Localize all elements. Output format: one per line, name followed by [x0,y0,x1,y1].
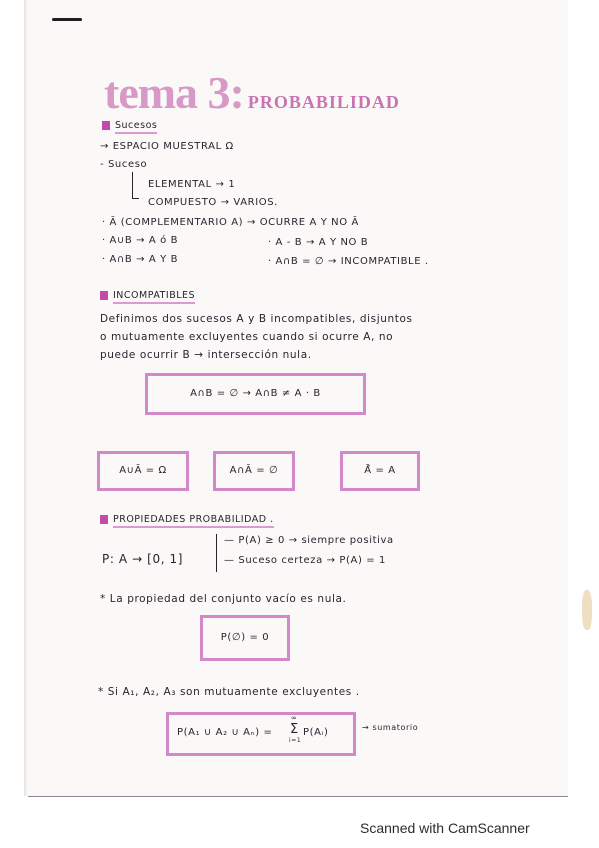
heading-propiedades: PROPIEDADES PROBABILIDAD . [113,515,274,528]
title-main: tema 3: [104,67,244,118]
formula-union: A∪Ā = Ω [119,465,167,476]
sum-note: → sumatorio [362,723,419,732]
formula-double-complement: Ā̄ = A [364,465,396,476]
line-incompatible: · A∩B = ∅ → INCOMPATIBLE . [268,256,429,267]
heading-sucesos: Sucesos [115,121,157,134]
section-bullet [100,291,108,300]
section-bullet [100,515,108,524]
line-union: · A∪B → A ó B [102,235,179,246]
formula-box-complement-intersection [213,451,295,491]
condition-positive: — P(A) ≥ 0 → siempre positiva [224,535,394,546]
line-suceso: - Suceso [100,159,148,170]
formula-box-intersection [145,373,366,415]
page-title [104,66,400,119]
sum-sigma-icon: Σ [290,722,299,737]
formula-complement-intersection: A∩Ā = ∅ [229,465,279,476]
para-line-1: Definimos dos sucesos A y B incompatibles, disjuntos [100,313,413,325]
formula-box-union [97,451,189,491]
line-compuesto: COMPUESTO → VARIOS. [148,197,278,208]
sum-top: ∞ [291,714,298,722]
title-subject: PROBABILIDAD [247,92,400,112]
scanner-footer: Scanned with CamScanner [360,820,530,836]
para-line-3: puede ocurrir B → intersección nula. [100,349,312,361]
condition-certainty: — Suceso certeza → P(A) = 1 [224,555,386,566]
bracket-icon [132,172,139,199]
formula-empty: P(∅) = 0 [220,632,270,643]
para-line-2: o mutuamente excluyentes cuando si ocurre A, no [100,331,394,343]
probability-map: P: A → [0, 1] [102,552,184,566]
line-complementario: · Ā (COMPLEMENTARIO A) → OCURRE A Y NO Ā [102,217,359,228]
formula-box-sum [166,712,356,756]
sum-bottom: i=1 [289,737,302,744]
note-excluyentes: * Si A₁, A₂, A₃ son mutuamente excluyentes . [98,686,360,698]
section-bullet [102,121,110,130]
sum-left: P(A₁ ∪ A₂ ∪ Aₙ) = [177,727,273,738]
formula-box-empty [200,615,290,661]
note-empty-set: * La propiedad del conjunto vacío es nula. [100,593,347,605]
heading-incompatibles: INCOMPATIBLES [113,291,195,304]
pen-mark [52,18,82,21]
line-difference: · A - B → A Y NO B [268,237,369,248]
brace-icon [216,534,223,572]
formula-box-double-complement [340,451,420,491]
page-stain [582,590,592,630]
page-bottom-edge [28,796,568,797]
formula-intersection: A∩B = ∅ → A∩B ≠ A · B [190,388,321,399]
sum-right: P(Aᵢ) [303,727,329,738]
line-intersection: · A∩B → A Y B [102,254,179,265]
line-espacio-muestral: → ESPACIO MUESTRAL Ω [100,141,234,152]
line-elemental: ELEMENTAL → 1 [148,179,236,190]
